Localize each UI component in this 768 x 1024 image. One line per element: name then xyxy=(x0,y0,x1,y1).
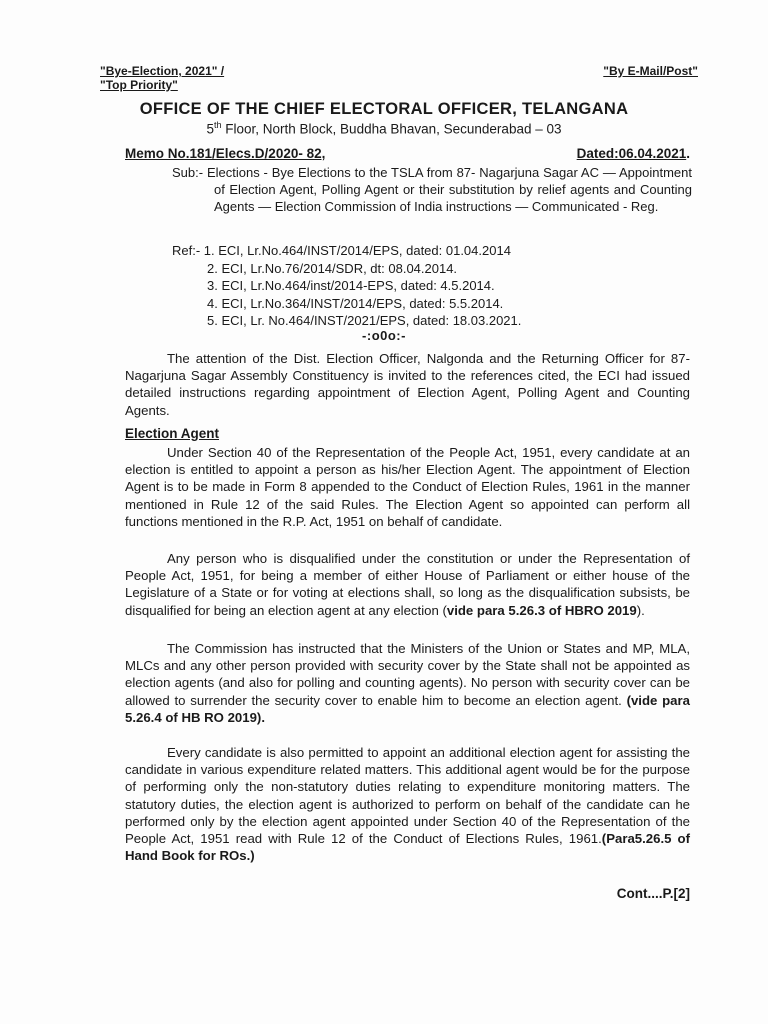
priority-tags xyxy=(100,64,224,92)
reference-item: Ref:- 1. ECI, Lr.No.464/INST/2014/EPS, dated: 01.04.2014 xyxy=(172,243,511,258)
intro-text: The attention of the Dist. Election Officer, Nalgonda and the Returning Officer for 87- Nagarjuna Sagar Assembly Constituency is invited to the references cited, the ECI had issued detailed instructions regarding appointment of Election Agent, Polling Agent and Counting Agents. xyxy=(125,351,690,418)
memo-number: Memo No.181/Elecs.D/2020- 82, xyxy=(125,146,326,161)
reference-citation: vide para 5.26.3 of HBRO 2019 xyxy=(446,602,637,618)
paragraph-text: Any person who is disqualified under the constitution or under the Representation of People Act, 1951, for being a member of either House of Parliament or either house of the Legislature of a State or for voting at elections shall, so long as the disqualification subsists, be disqualified for being an election agent at any election ( xyxy=(125,551,690,618)
address-floor: 5 xyxy=(206,121,214,137)
subject-text: Sub:- Elections - Bye Elections to the TSLA from 87- Nagarjuna Sagar AC — Appointment of Election Agent, Polling Agent or their substitution by relief agents and Counting Agents — Election Commission of India instructions — Communicated - Reg. xyxy=(172,165,692,214)
address-suffix: th xyxy=(214,120,222,130)
reference-citation: (vide para 5.26.4 of HB RO 2019). xyxy=(125,692,690,725)
paragraph-text: Under Section 40 of the Representation of the People Act, 1951, every candidate at an election is entitled to appoint a person as his/her Election Agent. The appointment of Election Agent is to be made in Form 8 appended to the Conduct of Election Rules, 1961 in the manner mentioned in Rule 12 of the said Rules. The Election Agent so appointed can perform all functions mentioned in the R.P. Act, 1951 on behalf of candidate. xyxy=(125,445,690,529)
bye-election-tag: "Bye-Election, 2021" / xyxy=(100,64,225,78)
reference-item: 4. ECI, Lr.No.364/INST/2014/EPS, dated: 5.5.2014. xyxy=(207,295,504,311)
subject-block xyxy=(172,164,692,215)
intro-paragraph xyxy=(125,350,690,419)
paragraph-text: Every candidate is also permitted to appoint an additional election agent for assisting the candidate in various expenditure related matters. This additional agent would be for the purpose of performing only the non-statutory duties relating to expenditure monitoring matters. The statutory duties, the election agent is authorized to perform on behalf of the candidate can he performed only by the election agent appointed under Section 40 of the Representation of the People Act, 1951 read with Rule 12 of the Conduct of Elections Rules, 1961. xyxy=(125,745,690,847)
memo-date-label: Dated:06.04.2021 xyxy=(576,146,687,161)
reference-item: 5. ECI, Lr. No.464/INST/2021/EPS, dated: 18.03.2021. xyxy=(207,313,522,328)
address-rest: Floor, North Block, Buddha Bhavan, Secunderabad – 03 xyxy=(221,121,562,137)
paragraph-text: The Commission has instructed that the Ministers of the Union or States and MP, MLA, MLCs and any other person provided with security cover by the State shall not be appointed as election agents (and also for polling and counting agents). No person with security cover can be allowed to surrender the security cover to enable him to become an election agent. xyxy=(125,641,690,708)
additional-agent-paragraph xyxy=(125,744,690,864)
disqualification-paragraph xyxy=(125,550,690,619)
section-separator: -:o0o:- xyxy=(362,328,406,343)
section-heading: Election Agent xyxy=(125,426,220,441)
reference-item: 3. ECI, Lr.No.464/inst/2014-EPS, dated: 4.5.2014. xyxy=(207,278,495,293)
reference-item: 2. ECI, Lr.No.76/2014/SDR, dt: 08.04.2014. xyxy=(207,260,458,276)
election-agent-paragraph xyxy=(125,444,690,530)
office-address xyxy=(0,120,768,137)
memo-date xyxy=(577,146,690,161)
delivery-mode: "By E-Mail/Post" xyxy=(603,64,698,78)
memo-date-end: . xyxy=(686,146,690,161)
references-list xyxy=(172,242,692,330)
reference-citation: (Para5.26.5 of Hand Book for ROs.) xyxy=(125,831,691,864)
continued-marker: Cont....P.[2] xyxy=(616,886,690,901)
top-priority-tag: "Top Priority" xyxy=(100,78,178,92)
office-title: OFFICE OF THE CHIEF ELECTORAL OFFICER, TELANGANA xyxy=(139,100,629,118)
security-cover-paragraph xyxy=(125,640,690,726)
paragraph-end: ). xyxy=(636,602,645,618)
